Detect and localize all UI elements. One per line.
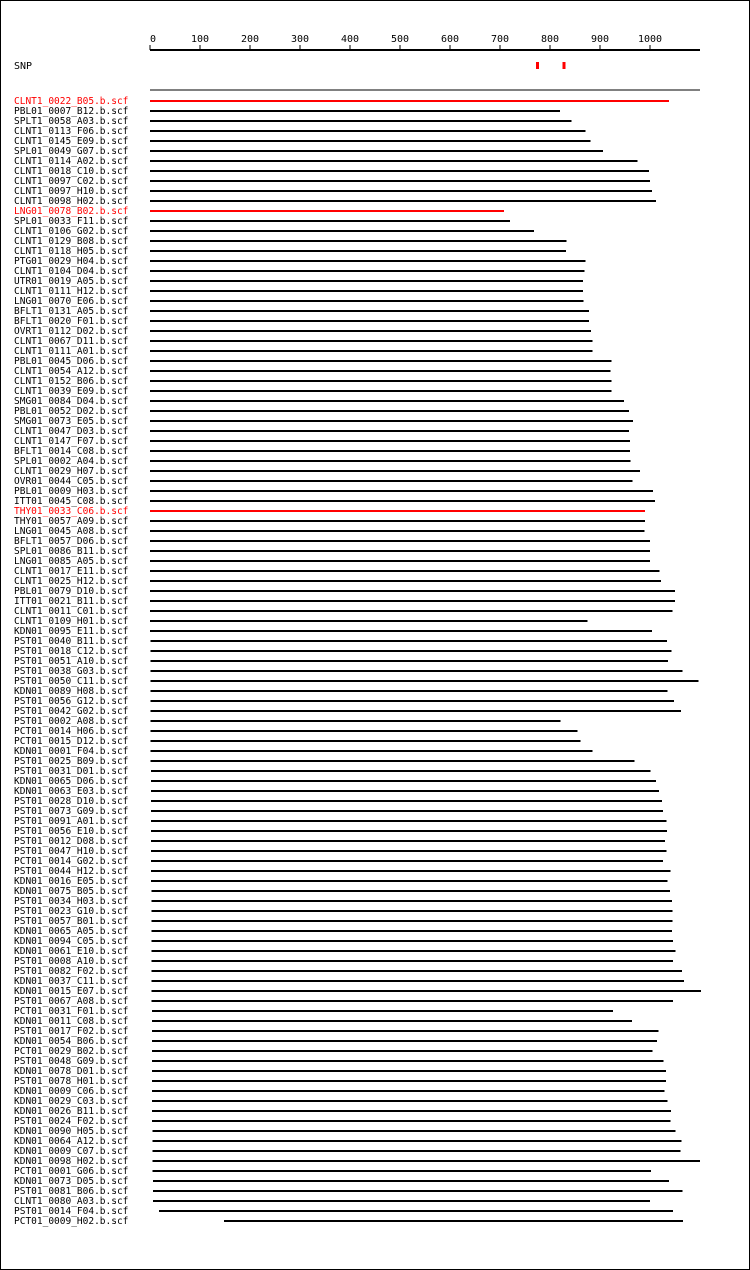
read-label[interactable]: PST01_0014_F04.b.scf: [14, 1206, 129, 1217]
snp-marker: [563, 62, 566, 69]
read-label[interactable]: CLNT1_0018_C10.b.scf: [14, 166, 129, 177]
read-label[interactable]: CLNT1_0017_E11.b.scf: [14, 566, 129, 577]
read-label[interactable]: KDN01_0065_D06.b.scf: [14, 776, 129, 787]
read-label[interactable]: PST01_0067_A08.b.scf: [14, 996, 129, 1007]
read-label[interactable]: CLNT1_0111_H12.b.scf: [14, 286, 129, 297]
read-label[interactable]: CLNT1_0097_H10.b.scf: [14, 186, 129, 197]
read-label[interactable]: CLNT1_0039_E09.b.scf: [14, 386, 129, 397]
read-label[interactable]: PST01_0008_A10.b.scf: [14, 956, 129, 967]
read-label[interactable]: PST01_0040_B11.b.scf: [14, 636, 129, 647]
read-label[interactable]: THY01_0057_A09.b.scf: [14, 516, 129, 527]
read-label[interactable]: CLNT1_0129_B08.b.scf: [14, 236, 129, 247]
read-label[interactable]: ITT01_0045_C08.b.scf: [14, 496, 129, 507]
axis-tick-label: 800: [540, 34, 560, 45]
read-label[interactable]: PST01_0051_A10.b.scf: [14, 656, 129, 667]
read-label[interactable]: PST01_0018_C12.b.scf: [14, 646, 129, 657]
read-label[interactable]: PST01_0038_G03.b.scf: [14, 666, 129, 677]
read-label[interactable]: PST01_0002_A08.b.scf: [14, 716, 129, 727]
axis-tick-label: 900: [590, 34, 610, 45]
read-label[interactable]: KDN01_0073_D05.b.scf: [14, 1176, 129, 1187]
read-label[interactable]: SPLT1_0058_A03.b.scf: [14, 116, 129, 127]
read-label[interactable]: CLNT1_0025_H12.b.scf: [14, 576, 129, 587]
read-label[interactable]: PTG01_0029_H04.b.scf: [14, 256, 129, 267]
read-label[interactable]: SPL01_0049_G07.b.scf: [14, 146, 129, 157]
read-label[interactable]: KDN01_0089_H08.b.scf: [14, 686, 129, 697]
read-label[interactable]: BFLT1_0057_D06.b.scf: [14, 536, 129, 547]
axis-tick-label: 100: [190, 34, 210, 45]
read-label[interactable]: BFLT1_0020_F01.b.scf: [14, 316, 129, 327]
read-label[interactable]: KDN01_0011_C08.b.scf: [14, 1016, 129, 1027]
axis-tick-label: 200: [240, 34, 260, 45]
read-label[interactable]: CLNT1_0114_A02.b.scf: [14, 156, 129, 167]
read-label[interactable]: CLNT1_0147_F07.b.scf: [14, 436, 129, 447]
read-label[interactable]: PST01_0056_E10.b.scf: [14, 826, 129, 837]
read-label[interactable]: KDN01_0054_B06.b.scf: [14, 1036, 129, 1047]
position-axis: [150, 34, 700, 50]
read-label[interactable]: KDN01_0075_B05.b.scf: [14, 886, 129, 897]
read-label[interactable]: KDN01_0063_E03.b.scf: [14, 786, 129, 797]
read-label[interactable]: PST01_0017_F02.b.scf: [14, 1026, 129, 1037]
read-label[interactable]: CLNT1_0111_A01.b.scf: [14, 346, 129, 357]
read-label[interactable]: PCT01_0009_H02.b.scf: [14, 1216, 129, 1227]
axis-tick-label: 400: [340, 34, 360, 45]
axis-tick-label: 300: [290, 34, 310, 45]
read-label[interactable]: PST01_0031_D01.b.scf: [14, 766, 129, 777]
read-label[interactable]: KDN01_0015_E07.b.scf: [14, 986, 129, 997]
read-label[interactable]: BFLT1_0014_C08.b.scf: [14, 446, 129, 457]
read-label[interactable]: PST01_0024_F02.b.scf: [14, 1116, 129, 1127]
read-label[interactable]: ITT01_0021_B11.b.scf: [14, 596, 129, 607]
read-label[interactable]: CLNT1_0047_D03.b.scf: [14, 426, 129, 437]
read-label[interactable]: PST01_0057_B01.b.scf: [14, 916, 129, 927]
read-label[interactable]: SMG01_0084_D04.b.scf: [14, 396, 129, 407]
read-label[interactable]: KDN01_0026_B11.b.scf: [14, 1106, 129, 1117]
axis-tick-label: 1000: [637, 34, 663, 45]
read-label[interactable]: OVRT1_0112_D02.b.scf: [14, 326, 129, 337]
read-label[interactable]: KDN01_0037_C11.b.scf: [14, 976, 129, 987]
read-label[interactable]: CLNT1_0104_D04.b.scf: [14, 266, 129, 277]
read-label[interactable]: OVR01_0044_C05.b.scf: [14, 476, 129, 487]
read-label[interactable]: KDN01_0090_H05.b.scf: [14, 1126, 129, 1137]
read-label[interactable]: PST01_0012_D08.b.scf: [14, 836, 129, 847]
read-label[interactable]: SMG01_0073_E05.b.scf: [14, 416, 129, 427]
read-label[interactable]: KDN01_0095_E11.b.scf: [14, 626, 129, 637]
read-label[interactable]: CLNT1_0145_E09.b.scf: [14, 136, 129, 147]
read-label[interactable]: CLNT1_0054_A12.b.scf: [14, 366, 129, 377]
read-label[interactable]: CLNT1_0098_H02.b.scf: [14, 196, 129, 207]
read-label[interactable]: CLNT1_0067_D11.b.scf: [14, 336, 129, 347]
read-label[interactable]: PBL01_0009_H03.b.scf: [14, 486, 129, 497]
read-label[interactable]: KDN01_0001_F04.b.scf: [14, 746, 129, 757]
read-label[interactable]: KDN01_0098_H02.b.scf: [14, 1156, 129, 1167]
read-label[interactable]: PST01_0073_G09.b.scf: [14, 806, 129, 817]
reads-list: [14, 96, 701, 1227]
read-label[interactable]: PST01_0025_B09.b.scf: [14, 756, 129, 767]
snp-track-label: SNP: [14, 61, 33, 72]
read-label[interactable]: SPL01_0033_F11.b.scf: [14, 216, 129, 227]
read-label[interactable]: CLNT1_0118_H05.b.scf: [14, 246, 129, 257]
read-label[interactable]: PST01_0023_G10.b.scf: [14, 906, 129, 917]
read-label[interactable]: PCT01_0014_H06.b.scf: [14, 726, 129, 737]
read-label[interactable]: LNG01_0045_A08.b.scf: [14, 526, 129, 537]
read-label[interactable]: KDN01_0009_C07.b.scf: [14, 1146, 129, 1157]
read-label[interactable]: KDN01_0029_C03.b.scf: [14, 1096, 129, 1107]
read-label[interactable]: PST01_0078_H01.b.scf: [14, 1076, 129, 1087]
read-label[interactable]: KDN01_0064_A12.b.scf: [14, 1136, 129, 1147]
read-label[interactable]: CLNT1_0152_B06.b.scf: [14, 376, 129, 387]
read-label[interactable]: CLNT1_0097_C02.b.scf: [14, 176, 129, 187]
axis-tick-label: 0: [150, 34, 157, 45]
read-label[interactable]: PCT01_0014_G02.b.scf: [14, 856, 129, 867]
read-label[interactable]: PCT01_0029_B02.b.scf: [14, 1046, 129, 1057]
read-label[interactable]: PST01_0056_G12.b.scf: [14, 696, 129, 707]
read-label[interactable]: PST01_0044_H12.b.scf: [14, 866, 129, 877]
read-label[interactable]: PCT01_0031_F01.b.scf: [14, 1006, 129, 1017]
read-label[interactable]: PBL01_0079_D10.b.scf: [14, 586, 129, 597]
read-label[interactable]: PST01_0034_H03.b.scf: [14, 896, 129, 907]
read-label[interactable]: SPL01_0086_B11.b.scf: [14, 546, 129, 557]
read-label[interactable]: CLNT1_0080_A03.b.scf: [14, 1196, 129, 1207]
axis-tick-label: 700: [490, 34, 510, 45]
read-label[interactable]: KDN01_0094_C05.b.scf: [14, 936, 129, 947]
read-label[interactable]: PST01_0081_B06.b.scf: [14, 1186, 129, 1197]
read-label[interactable]: CLNT1_0106_G02.b.scf: [14, 226, 129, 237]
read-label[interactable]: LNG01_0070_E06.b.scf: [14, 296, 129, 307]
read-label[interactable]: CLNT1_0113_F06.b.scf: [14, 126, 129, 137]
read-label[interactable]: KDN01_0061_E10.b.scf: [14, 946, 129, 957]
read-label[interactable]: THY01_0033_C06.b.scf: [14, 506, 129, 517]
read-label[interactable]: CLNT1_0022_B05.b.scf: [14, 96, 129, 107]
read-label[interactable]: PST01_0042_G02.b.scf: [14, 706, 129, 717]
read-label[interactable]: LNG01_0085_A05.b.scf: [14, 556, 129, 567]
axis-tick-label: 600: [440, 34, 460, 45]
read-label[interactable]: PBL01_0007_B12.b.scf: [14, 106, 129, 117]
read-label[interactable]: PST01_0091_A01.b.scf: [14, 816, 129, 827]
read-label[interactable]: KDN01_0009_C06.b.scf: [14, 1086, 129, 1097]
read-label[interactable]: CLNT1_0109_H01.b.scf: [14, 616, 129, 627]
read-label[interactable]: PCT01_0015_D12.b.scf: [14, 736, 129, 747]
read-label[interactable]: BFLT1_0131_A05.b.scf: [14, 306, 129, 317]
read-label[interactable]: UTR01_0019_A05.b.scf: [14, 276, 129, 287]
read-label[interactable]: PST01_0050_C11.b.scf: [14, 676, 129, 687]
read-label[interactable]: PST01_0047_H10.b.scf: [14, 846, 129, 857]
read-label[interactable]: PST01_0028_D10.b.scf: [14, 796, 129, 807]
read-label[interactable]: PCT01_0001_G06.b.scf: [14, 1166, 129, 1177]
read-label[interactable]: KDN01_0065_A05.b.scf: [14, 926, 129, 937]
read-label[interactable]: PBL01_0052_D02.b.scf: [14, 406, 129, 417]
read-label[interactable]: CLNT1_0029_H07.b.scf: [14, 466, 129, 477]
axis-tick-label: 500: [390, 34, 410, 45]
read-label[interactable]: CLNT1_0011_C01.b.scf: [14, 606, 129, 617]
read-label[interactable]: KDN01_0078_D01.b.scf: [14, 1066, 129, 1077]
read-label[interactable]: LNG01_0078_B02.b.scf: [14, 206, 129, 217]
read-label[interactable]: KDN01_0016_E05.b.scf: [14, 876, 129, 887]
read-label[interactable]: PST01_0082_F02.b.scf: [14, 966, 129, 977]
snp-track: [536, 62, 566, 69]
read-label[interactable]: PST01_0048_G09.b.scf: [14, 1056, 129, 1067]
read-label[interactable]: PBL01_0045_D06.b.scf: [14, 356, 129, 367]
read-label[interactable]: SPL01_0002_A04.b.scf: [14, 456, 129, 467]
snp-marker: [536, 62, 539, 69]
